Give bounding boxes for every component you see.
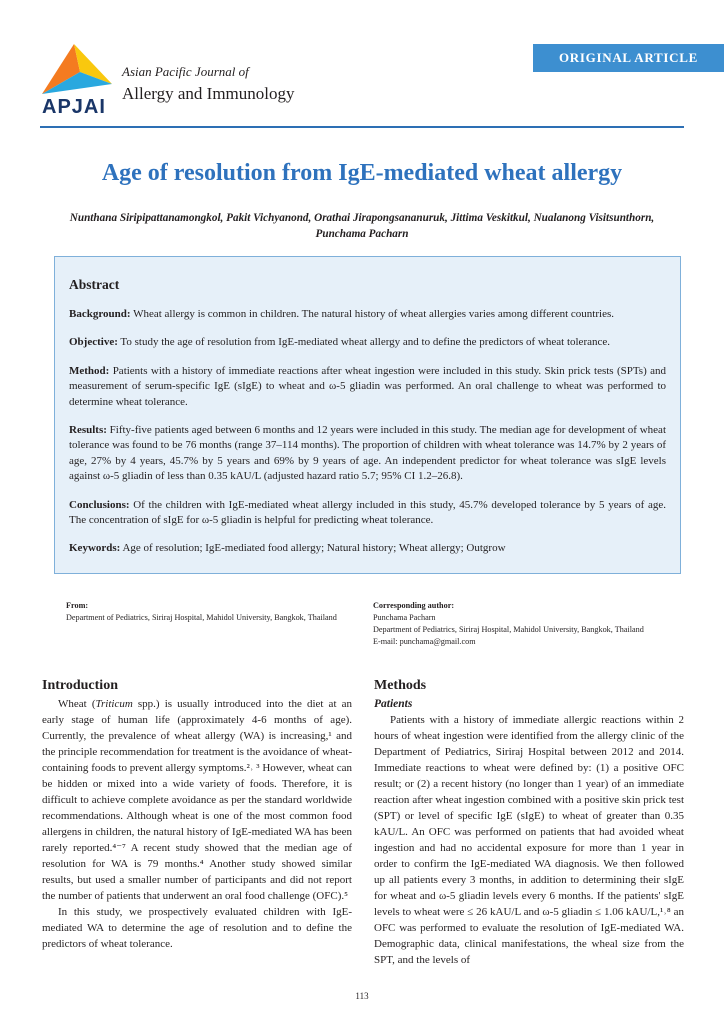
- corresponding-dept: Department of Pediatrics, Siriraj Hospital, Mahidol University, Bangkok, Thailand: [373, 625, 644, 634]
- abstract-results: [69, 423, 666, 485]
- corresponding-author: [373, 600, 673, 648]
- affiliation-from: [66, 600, 366, 624]
- author-list: [60, 210, 664, 242]
- intro-text-b: spp.) is usually introduced into the diet at an early stage of human life (approximately 4-6 months of age). Currently, the prevalence of wheat allergy (WA) is increasing,¹ and the principle recommendation for treatment is the avoidance of wheat-containing foods to prevent allergy symptoms.²˒ ³ However, wheat can be hidden or mixed into a wide variety of foods. Therefore, it is difficult to achieve complete avoidance as per the standard worldwide recommendations. Although wheat is one of the most common food allergens in children, the natural history of IgE-mediated WA has been rarely reported.⁴⁻⁷ A recent study showed that the median age of resolution for WA is 79 months.⁴ Another study showed similar results, but used a smaller number of participants and did not report the number of patients that underwent an oral food challenge (OFC).⁵: [42, 698, 353, 902]
- authors-line-2: Punchama Pacharn: [315, 228, 409, 240]
- abstract-label: Method:: [69, 364, 110, 377]
- methods-paragraph-1: Patients with a history of immediate allergic reactions within 2 hours of wheat ingestion were identified from the allergy clinic of the Department of Pediatrics, Siriraj Hospital between 2012 and 2014. Immediate reactions to wheat were defined by: (1) a positive OFC result; or (2) a recent history (no longer than 1 year) of an immediate reaction after wheat ingestion combined with a positive skin prick test (SPT) or level of specific IgE (sIgE) to wheat of greater than 0.35 kAU/L. An OFC was performed on patients that had avoided wheat ingestion and had no accidental exposure for more than 1 year in order to confirm the IgE-mediated WA diagnosis. We then followed up all patients every 3 months, in addition to determining their sIgE for wheat and ω-5 gliadin levels every 6 months. If the patients' sIgE levels to wheat were ≤ 26 kAU/L and ω-5 gliadin ≤ 1.06 kAU/L,¹˒⁸ an OFC was performed to evaluate the resolution of IgE-mediated WA. Demographic data, clinical manifestations, the wheal size from the SPT, and the levels of: [374, 714, 684, 966]
- corresponding-label: Corresponding author:: [373, 601, 455, 610]
- introduction-heading: Introduction: [42, 678, 118, 693]
- right-column: [374, 678, 684, 968]
- abstract-text: Patients with a history of immediate reactions after wheat ingestion were included in this study. Skin prick tests (SPTs) and measurement of serum-specific IgE (sIgE) to wheat and ω-5 gliadin was performed. An oral challenge to wheat was performed to determine wheat tolerance.: [69, 364, 666, 408]
- logo-wordmark: APJAI: [42, 96, 106, 118]
- article-title: Age of resolution from IgE-mediated wheat allergy: [101, 160, 623, 186]
- abstract-method: [69, 364, 666, 410]
- journal-name-line1: Asian Pacific Journal of: [122, 64, 249, 79]
- abstract-label: Objective:: [69, 336, 118, 349]
- authors-line-1: Nunthana Siripipattanamongkol, Pakit Vichyanond, Orathai Jirapongsananuruk, Jittima Veskitkul, Nualanong Visitsunthorn,: [69, 212, 655, 224]
- left-column: [42, 678, 352, 952]
- journal-name-line2: Allergy and Immunology: [122, 84, 295, 103]
- introduction-paragraph-2: In this study, we prospectively evaluated children with IgE-mediated WA to determine the age of resolution and to define the predictors of wheat tolerance.: [42, 906, 352, 950]
- page-number: 113: [355, 991, 369, 1001]
- abstract-background: [69, 307, 666, 322]
- abstract-heading: Abstract: [69, 277, 120, 292]
- abstract-objective: [69, 335, 666, 350]
- abstract-keywords: [69, 541, 666, 556]
- intro-text-a: Wheat (: [58, 698, 96, 710]
- abstract-text: Age of resolution; IgE-mediated food allergy; Natural history; Wheat allergy; Outgrow: [120, 542, 506, 555]
- abstract-box: [54, 256, 681, 574]
- patients-subheading: Patients: [374, 698, 413, 710]
- introduction-paragraph-1: [42, 696, 352, 904]
- methods-heading: Methods: [374, 678, 427, 693]
- abstract-label: Keywords:: [69, 542, 121, 555]
- abstract-text: Wheat allergy is common in children. The natural history of wheat allergies varies among different countries.: [130, 308, 614, 320]
- header-divider: [40, 126, 684, 128]
- abstract-label: Results:: [69, 424, 107, 437]
- from-label: From:: [66, 601, 89, 610]
- from-text: Department of Pediatrics, Siriraj Hospital, Mahidol University, Bangkok, Thailand: [66, 613, 337, 622]
- abstract-text: To study the age of resolution from IgE-mediated wheat allergy and to define the predictors of wheat tolerance.: [117, 336, 611, 349]
- intro-species-name: Triticum: [95, 698, 133, 710]
- corresponding-name: Punchama Pacharn: [373, 613, 436, 622]
- abstract-label: Conclusions:: [69, 498, 130, 511]
- corresponding-email: E-mail: punchama@gmail.com: [373, 637, 476, 646]
- abstract-text: Of the children with IgE-mediated wheat allergy included in this study, 45.7% developed tolerance by 5 years of age. The concentration of sIgE for ω-5 gliadin is helpful for predicting wheat tolerance.: [69, 498, 666, 527]
- abstract-text: Fifty-five patients aged between 6 months and 12 years were included in this study. The median age for development of wheat tolerance was found to be 76 months (range 37–114 months). The proportion of children with wheat tolerance was 14.7% by 2 years of age, 27% by 4 years, 45.7% by 5 years and 69% by 9 years of age. An independent predictor for wheat tolerance was sIgE levels against ω-5 gliadin of less than 0.35 kAU/L (adjusted hazard ratio 5.7; 95% CI 1.2–26.8).: [69, 424, 666, 483]
- abstract-conclusions: [69, 498, 666, 529]
- article-type-badge: ORIGINAL ARTICLE: [533, 44, 724, 72]
- abstract-label: Background:: [69, 308, 131, 320]
